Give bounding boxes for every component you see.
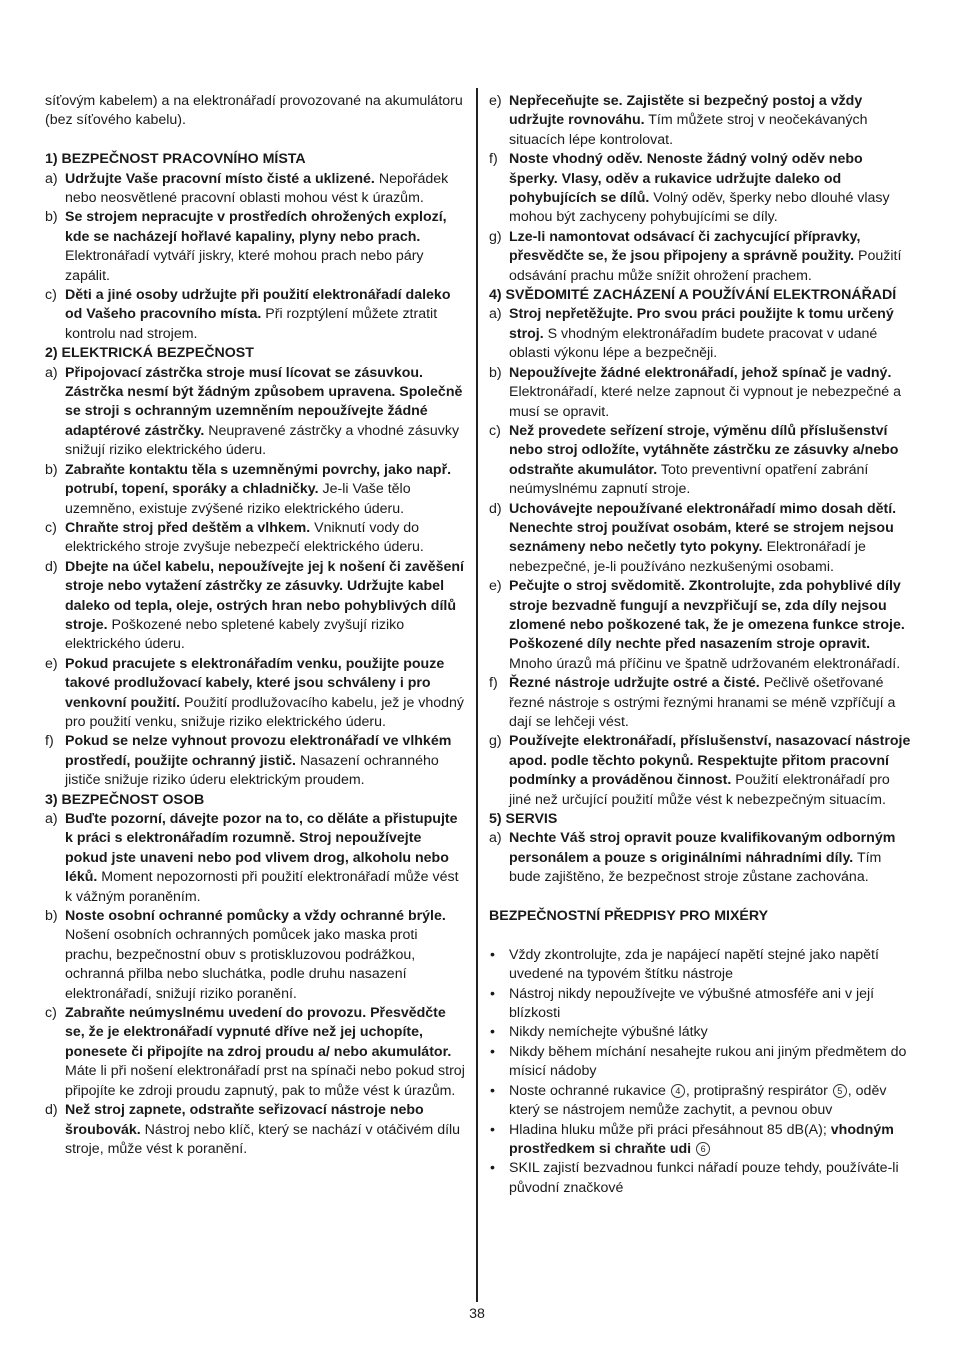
list-item: f) Pokud se nelze vyhnout provozu elektronářadí ve vlhkém prostředí, použijte ochranný jistič. Nasazení ochranného jističe snižuje riziko úderu elektrickým proudem. xyxy=(45,733,452,789)
section-heading-tool-use: 4) SVĚDOMITÉ ZACHÁZENÍ A POUŽÍVÁNÍ ELEKTRONÁŘADÍ xyxy=(489,287,897,304)
bullet-item: • Vždy zkontrolujte, zda je napájecí napětí stejné jako napětí uvedené na typovém štítku nástroje xyxy=(489,946,914,985)
list-item: g) Používejte elektronářadí, příslušenství, nasazovací nástroje apod. podle těchto pokynů. Respektujte přitom pracovní podmínky a prováděnou činnost. Použití elektronářadí pro jiné než určující použití může vést k nebezpečným situacím. xyxy=(489,733,911,808)
list-item: f) Noste vhodný oděv. Nenoste žádný volný oděv nebo šperky. Vlasy, oděv a rukavice udržujte daleko od pohybujících se dílů. Volný oděv, šperky nebo dlouhé vlasy mohou být zachyceny pohybujícími se díly. xyxy=(489,151,890,226)
section-heading-service: 5) SERVIS xyxy=(489,811,558,828)
list-item: a) Připojovací zástrčka stroje musí lícovat se zásuvkou. Zástrčka nesmí být žádným způsobem upravena. Společně se stroji s ochranným uzemněním nepoužívejte žádné adaptérové zástrčky. Neupravené zástrčky a vhodné zásuvky snižují riziko elektrického úderu. xyxy=(45,364,463,459)
bullet-item: • Hladina hluku může při práci přesáhnout 85 dB(A); vhodným prostředkem si chraňte udi 6 xyxy=(489,1121,914,1160)
list-item: c) Děti a jiné osoby udržujte při použití elektronářadí daleko od Vašeho pracovního místa. Při rozptýlení můžete ztratit kontrolu nad strojem. xyxy=(45,287,451,342)
list-item: g) Lze-li namontovat odsávací či zachycující přípravky, přesvědčte se, že jsou připojeny a správně použity. Použití odsávání prachu může snížit ohrožení prachem. xyxy=(489,228,902,284)
list-item: d) Než stroj zapnete, odstraňte seřizovací nástroje nebo šroubovák. Nástroj nebo klíč, který se nachází v otáčivém dílu stroje, může vést k poranění. xyxy=(45,1102,461,1157)
page-number: 38 xyxy=(469,1306,485,1322)
section-heading-personal: 3) BEZPEČNOST OSOB xyxy=(45,791,205,808)
section-heading-electrical: 2) ELEKTRICKÁ BEZPEČNOST xyxy=(45,345,254,362)
list-item: e) Nepřeceňujte se. Zajistěte si bezpečný postoj a vždy udržujte rovnováhu. Tím můžete stroj v neočekávaných situacích lépe kontrolovat. xyxy=(489,93,868,148)
list-item: c) Zabraňte neúmyslnému uvedení do provozu. Přesvědčte se, že je elektronářadí vypnuté dříve než jej uchopíte, ponesete či připojíte na zdroj proudu a/ nebo akumulátor. Máte li při nošení elektronářadí prst na spínači nebo pokud stroj připojíte ke zdroji proudu zapnutý, pak to může vést k úrazům. xyxy=(45,1005,465,1099)
figure-ref-4: 4 xyxy=(671,1084,685,1098)
section-heading-workplace: 1) BEZPEČNOST PRACOVNÍHO MÍSTA xyxy=(45,151,306,168)
list-item: d) Dbejte na účel kabelu, nepoužívejte jej k nošení či zavěšení stroje nebo vytažení zástrčky ze zásuvky. Udržujte kabel daleko od tepla, oleje, ostrých hran nebo pohyblivých dílů stroje. Poškozené nebo spletené kabely zvyšují riziko elektrického úderu. xyxy=(45,558,464,653)
list-item: c) Než provedete seřízení stroje, výměnu dílů příslušenství nebo stroj odložíte, vytáhněte zástrčku ze zásuvky a/nebo odstraňte akumulátor. Toto preventivní opatření zabrání neúmyslnému zapnutí stroje. xyxy=(489,422,899,498)
right-column xyxy=(489,92,914,1198)
figure-ref-6: 6 xyxy=(696,1142,710,1156)
list-item: b) Noste osobní ochranné pomůcky a vždy ochranné brýle. Nošení osobních ochranných pomůcek jako maska proti prachu, bezpečnostní obuv s protiskluzovou podrážkou, ochranná přilba nebo sluchátka, podle druhu nasazení elektronářadí, snižují riziko poranění. xyxy=(45,908,446,1002)
list-item: a) Udržujte Vaše pracovní místo čisté a uklizené. Nepořádek nebo neosvětlené pracovní oblasti mohou vést k úrazům. xyxy=(45,170,449,207)
bullet-item: • Nikdy nemíchejte výbušné látky xyxy=(489,1023,914,1042)
list-item: a) Nechte Váš stroj opravit pouze kvalifikovaným odborným personálem a pouze s originálními náhradními díly. Tím bude zajištěno, že bezpečnost stroje zůstane zachována. xyxy=(489,830,896,886)
bullet-item: • SKIL zajistí bezvadnou funkci nářadí pouze tehdy, používáte-li původní značkové xyxy=(489,1159,914,1198)
list-item: a) Stroj nepřetěžujte. Pro svou práci použijte k tomu určený stroj. S vhodným elektronářadím budete pracovat v udané oblasti výkonu lépe a bezpečněji. xyxy=(489,306,894,362)
list-item: e) Pokud pracujete s elektronářadím venku, použijte pouze takové prodlužovací kabely, které jsou schváleny i pro venkovní použití. Použití prodlužovacího kabelu, jež je vhodný pro použití venku, snižuje riziko elektrického úderu. xyxy=(45,655,465,730)
list-item: c) Chraňte stroj před deštěm a vlhkem. Vniknutí vody do elektrického stroje zvyšuje nebezpečí elektrického úderu. xyxy=(45,519,424,556)
section-heading-mixer-safety: BEZPEČNOSTNÍ PŘEDPISY PRO MIXÉRY xyxy=(489,908,769,925)
column-divider xyxy=(476,88,478,1302)
list-item: f) Řezné nástroje udržujte ostré a čisté. Pečlivě ošetřované řezné nástroje s ostrými řeznými hranami se méně vzpříčují a dají se lehčeji vést. xyxy=(489,675,896,730)
list-item: b) Nepoužívejte žádné elektronářadí, jehož spínač je vadný. Elektronářadí, které nelze zapnout či vypnout je nebezpečné a musí se opravit. xyxy=(489,364,901,420)
list-item: e) Pečujte o stroj svědomitě. Zkontrolujte, zda pohyblivé díly stroje bezvadně fungují a nevzpřičují se, zda díly nejsou zlomené nebo poškozené tak, že je omezena funkce stroje. Poškozené díly nechte před nasazením stroje opravit. Mnoho úrazů má příčinu ve špatně udržovaném elektronářadí. xyxy=(489,578,905,672)
intro-text: síťovým kabelem) a na elektronářadí provozované na akumulátoru (bez síťového kabelu). xyxy=(45,93,463,129)
bullet-item: • Noste ochranné rukavice 4 , protiprašný respirátor 5 , oděv který se nástrojem nemůže zachytit, a pevnou obuv xyxy=(489,1082,914,1121)
list-item: b) Se strojem nepracujte v prostředích ohrožených explozí, kde se nacházejí hořlavé kapaliny, plyny nebo prach. Elektronářadí vytváří jiskry, které mohou prach nebo páry zapálit. xyxy=(45,209,447,284)
list-item: b) Zabraňte kontaktu těla s uzemněnými povrchy, jako např. potrubí, topení, sporáky a chladničky. Je-li Vaše tělo uzemněno, existuje zvýšené riziko elektrického úderu. xyxy=(45,461,452,517)
list-item: d) Uchovávejte nepoužívané elektronářadí mimo dosah dětí. Nenechte stroj používat osobám, které se strojem nejsou seznámeny nebo nečetly tyto pokyny. Elektronářadí je nebezpečné, je-li používáno nezkušenými osobami. xyxy=(489,500,897,575)
left-column xyxy=(45,92,465,1159)
bullet-item: • Nikdy během míchání nesahejte rukou ani jiným předmětem do mísicí nádoby xyxy=(489,1043,914,1082)
list-item: a) Buďte pozorní, dávejte pozor na to, co děláte a přistupujte k práci s elektronářadím rozumně. Stroj nepoužívejte pokud jste unaveni nebo pod vlivem drog, alkoholu nebo léků. Moment nepozornosti při použití elektronářadí může vést k vážným poraněním. xyxy=(45,811,459,905)
figure-ref-5: 5 xyxy=(833,1084,847,1098)
bullet-item: • Nástroj nikdy nepoužívejte ve výbušné atmosféře ani v její blízkosti xyxy=(489,985,914,1024)
